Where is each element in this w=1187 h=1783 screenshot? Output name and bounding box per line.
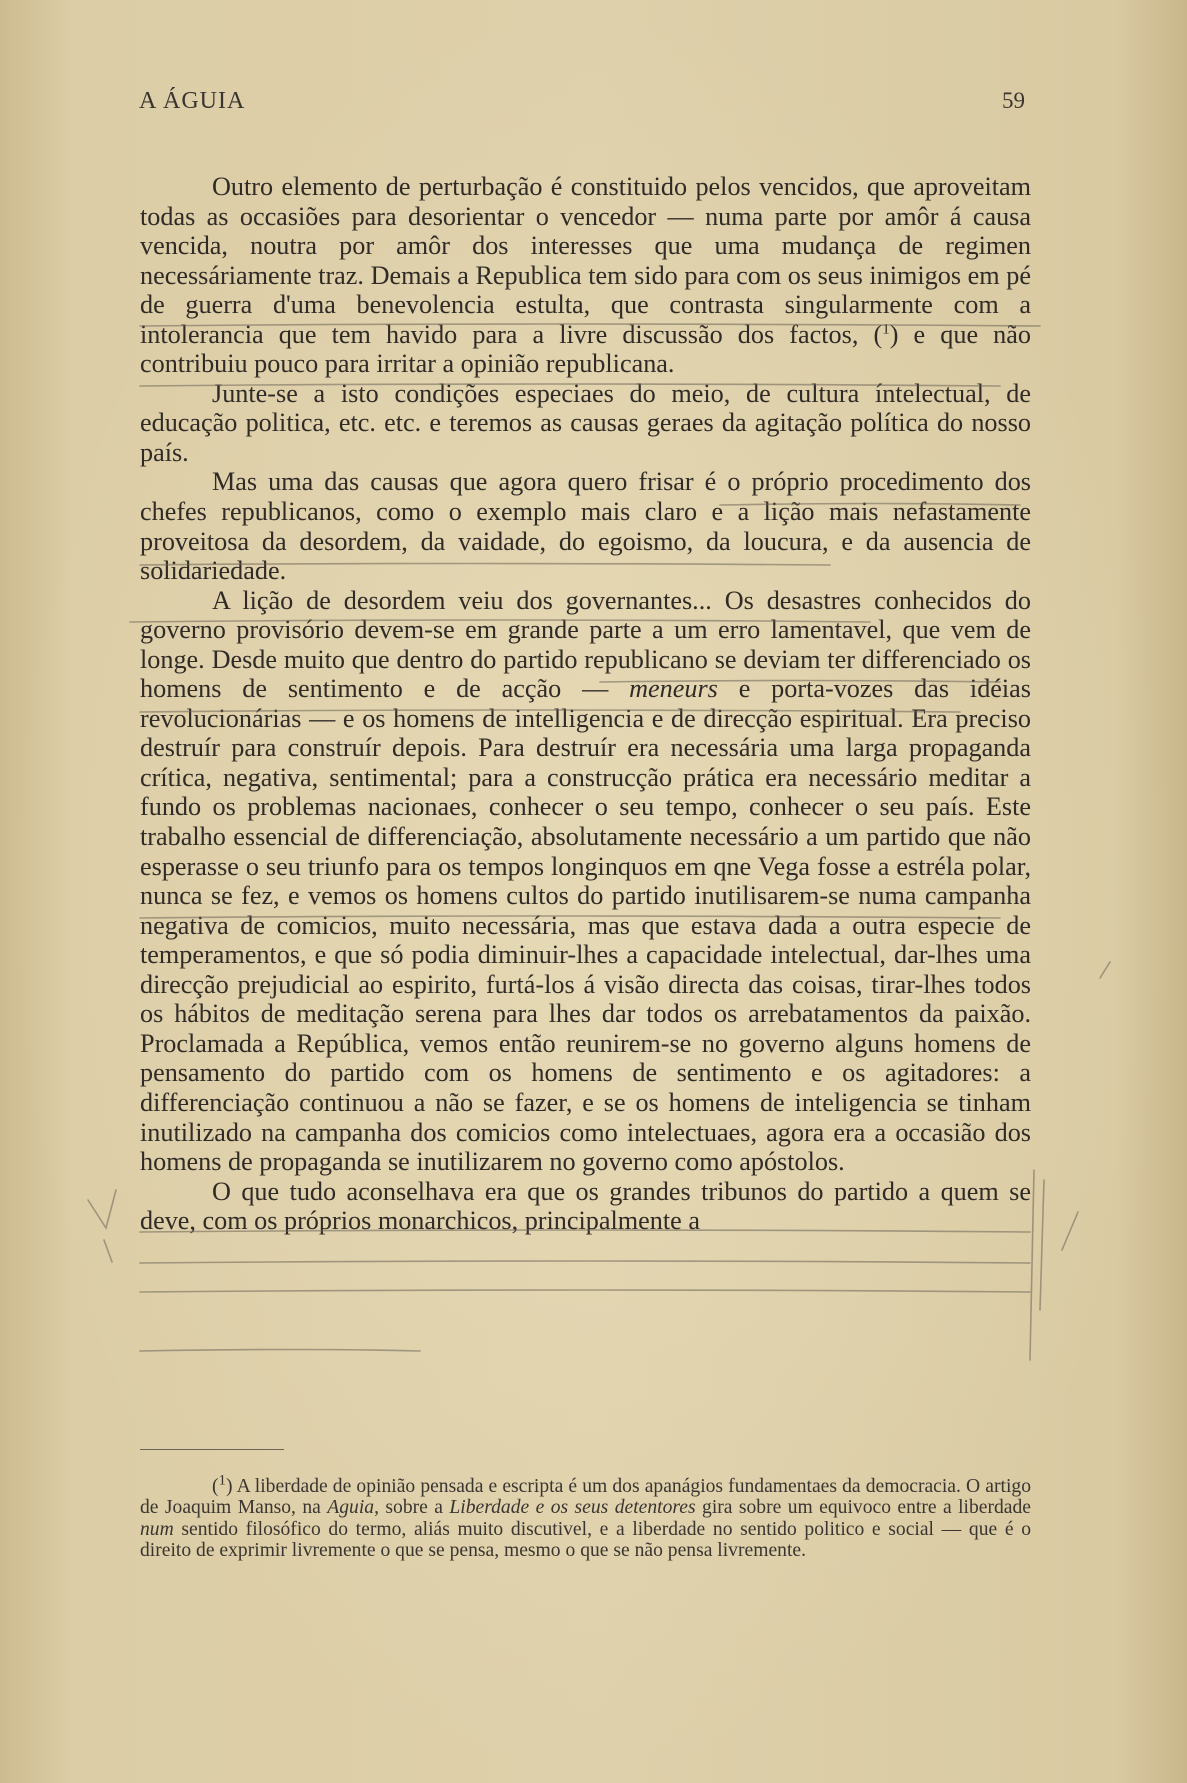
footnote-emphasis: num (140, 1518, 174, 1540)
paragraph-1-end: e que não contribuiu pouco para irritar a opinião republicana. (140, 319, 1031, 379)
footnote-ref-open: ( (858, 319, 883, 349)
footnote-text-b: , sobre a (374, 1497, 443, 1519)
paragraph-4-emphasis: meneurs (629, 674, 718, 704)
paragraph-4 (140, 586, 1031, 1177)
footnote-text-c: gira sobre um equivoco entre a liberdade (702, 1497, 1031, 1519)
paragraph-3: Mas uma das causas que agora quero frisar é o próprio procedimento dos chefes republicanos, como o exemplo mais claro e a lição mais nefastamente proveitosa da desordem, da vaidade, do egoismo, da loucura, e da ausencia de solidariedade. (140, 467, 1031, 586)
footnote-marker-number: 1 (218, 1472, 227, 1489)
footnote-ref-marker: 1 (882, 321, 890, 337)
footnote-article-title: Liberdade e os seus detentores (449, 1497, 696, 1519)
paragraph-1-text: Outro elemento de perturbação é constituido pelos vencidos, que aproveitam todas as occasiões para desorientar o vencedor — numa parte por amôr á causa vencida, noutra por amôr dos interesses que uma mudança de regimen necessáriamente traz. Demais a Republica tem sido para com os seus inimigos em pé de guerra d'uma benevolencia estulta, que contrasta singularmente com a intolerancia que tem havido para a livre discussão dos factos, (140, 172, 1031, 349)
running-head-title: A ÁGUIA (139, 88, 246, 114)
page-number: 59 (1002, 88, 1025, 113)
pencil-margin-mark (104, 1240, 112, 1262)
footnote-marker-open: ( (212, 1476, 219, 1497)
pencil-margin-line (1040, 1180, 1044, 1310)
pencil-margin-mark (1062, 1212, 1078, 1250)
paragraph-2: Junte-se a isto condições especiaes do meio, de cultura íntelectual, de educação politica, etc. etc. e teremos as causas geraes da agitação política do nosso país. (140, 378, 1031, 467)
footnote-journal-title: Aguia (327, 1497, 375, 1519)
pencil-margin-mark (1100, 962, 1110, 978)
pencil-underline (140, 1290, 1030, 1292)
paragraph-5: O que tudo aconselhava era que os grandes tribunos do partido a quem se deve, com os próprios monarchicos, principalmente a (140, 1176, 1031, 1236)
pencil-underline (140, 1350, 420, 1352)
paragraph-4-text-a: A lição de desordem veiu dos governantes... Os desastres conhecidos do governo provisório devem-se em grande parte a um erro lamentavel, que vem de longe. Desde muito que dentro do partido republicano se deviam ter differenciado os homens de sentimento e de acção — (140, 585, 1031, 704)
footnote-paragraph (140, 1472, 1032, 1561)
paragraph-4-text-b: e porta-vozes das idéias revolucionárias — e os homens de intelligencia e de direcção espiritual. Era preciso destruír para construír depois. Para destruír era necessária uma larga propaganda crítica, negativa, sentimental; para a construcção prática era necessário meditar a fundo os problemas nacionaes, conhecer o seu tempo, conhecer o seu país. Este trabalho essencial de differenciação, absolutamente necessário a um partido que não esperasse o seu triunfo para os tempos longinquos em qne Vega fosse a estréla polar, nunca se fez, e vemos os homens cultos do partido inutilisarem-se numa campanha negativa de comicios, muito necessária, mas que estava dada a outra especie de temperamentos, e que só podia diminuir-lhes a capacidade intelectual, dar-lhes uma direcção prejudicial ao espirito, furtá-los á visão directa das coisas, tirar-lhes todos os hábitos de meditação serena para lhes dar todos os arrebatamentos da paixão. Proclamada a República, vemos então reunirem-se no governo alguns homens de pensamento do partido com os homens de sentimento e os agitadores: a differenciação continuou a não se fazer, e se os homens de inteligencia se tinham inutilizado na campanha dos comicios como intelectuaes, agora era a occasião dos homens de propaganda se inutilizarem no governo como apóstolos. (140, 674, 1031, 1177)
pencil-margin-mark (88, 1190, 116, 1228)
main-text (140, 172, 1031, 1236)
footnote-ref-close: ) (889, 319, 914, 349)
footnote-text-a: A liberdade de opinião pensada e escripta é um dos apanágios fundamentaes da democracia. O artigo de Joaquim Manso, na (140, 1476, 1031, 1519)
paragraph-1 (140, 172, 1031, 379)
footnote-marker-close: ) (226, 1476, 233, 1497)
footnote-text-d: sentido filosófico do termo, aliás muito discutivel, e a liberdade no sentido politico e social — que é o direito de exprimir livremente o que se pensa, mesmo o que se não pensa livremente. (140, 1518, 1032, 1561)
footnote-divider (140, 1449, 284, 1450)
footnote (140, 1472, 1032, 1561)
pencil-underline (140, 1261, 1030, 1263)
